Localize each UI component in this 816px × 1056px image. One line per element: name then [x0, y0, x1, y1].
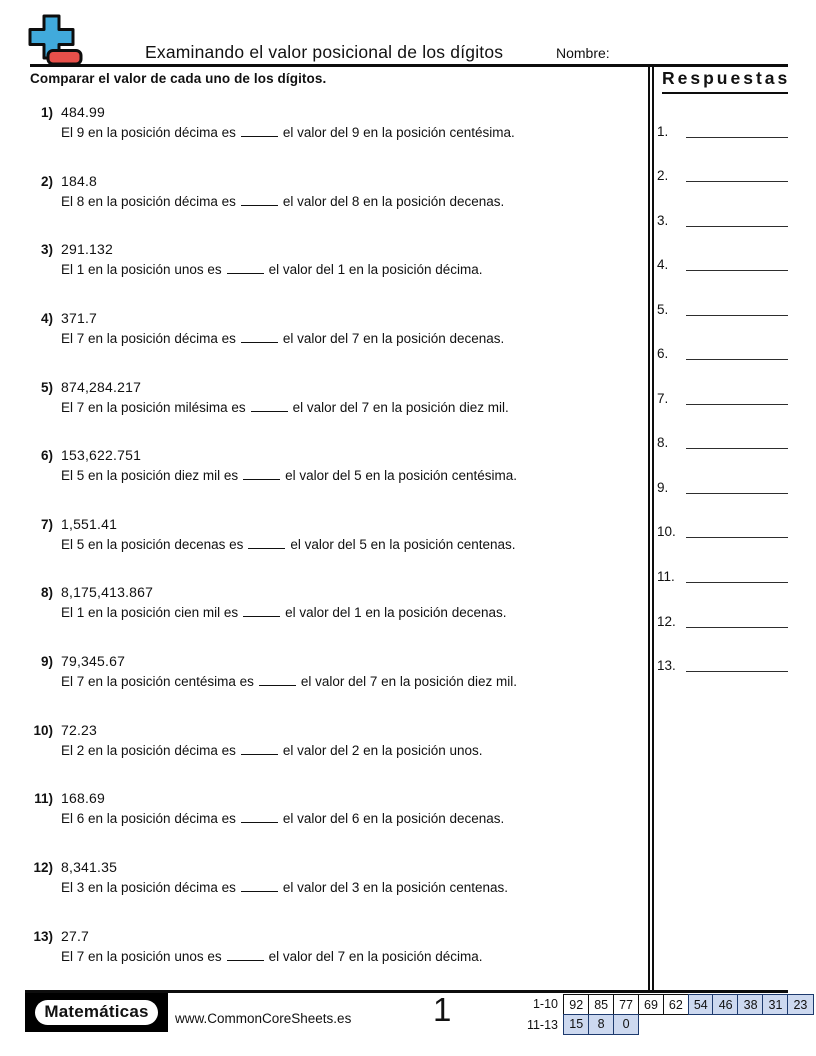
brand-badge: [25, 993, 168, 1032]
problem-item: [30, 308, 642, 377]
question-post: el valor del 7 en la posición diez mil.: [292, 399, 509, 415]
fill-in-blank[interactable]: [241, 194, 278, 206]
score-cell: 23: [787, 994, 814, 1015]
problem-number: 9): [40, 654, 53, 670]
question-pre: El 5 en la posición diez mil es: [61, 468, 239, 484]
problem-question: [30, 947, 642, 967]
answer-row: [657, 494, 788, 539]
problem-question: [30, 809, 642, 829]
answer-blank-line[interactable]: [686, 537, 788, 538]
problem-item: [30, 926, 642, 995]
score-cell: 54: [688, 994, 715, 1015]
score-cell: 77: [613, 994, 640, 1015]
fill-in-blank[interactable]: [251, 400, 288, 412]
problem-value: 291.132: [61, 241, 114, 258]
question-pre: El 2 en la posición décima es: [61, 742, 236, 758]
answer-row: [657, 182, 788, 227]
question-pre: El 9 en la posición décima es: [61, 125, 236, 140]
score-cell: 38: [737, 994, 764, 1015]
score-range-label: 1-10: [532, 997, 558, 1011]
answer-row: [657, 538, 788, 583]
problem-number: 11): [34, 791, 53, 807]
problem-number: 3): [40, 242, 53, 258]
question-pre: El 7 en la posición unos es: [61, 948, 222, 964]
answer-number: 9.: [657, 479, 669, 495]
problem-question: [30, 535, 642, 555]
question-pre: El 6 en la posición décima es: [61, 811, 236, 827]
question-post: el valor del 1 en la posición decenas.: [285, 605, 507, 621]
answer-number: 1.: [657, 123, 669, 139]
problem-number: 12): [33, 860, 53, 876]
answer-blank-line[interactable]: [686, 448, 788, 449]
commoncoresheets-logo: [23, 13, 83, 67]
answer-row: [657, 405, 788, 450]
answer-blank-line[interactable]: [686, 359, 788, 360]
answer-number: 6.: [657, 346, 669, 362]
problem-item: [30, 857, 642, 926]
problem-header: [30, 926, 642, 947]
answer-blank-line[interactable]: [686, 582, 788, 583]
problem-header: [30, 720, 642, 741]
question-post: el valor del 9 en la posición centésima.: [282, 125, 515, 140]
problem-item: [30, 514, 642, 583]
score-cell: 15: [563, 1014, 590, 1035]
question-pre: El 5 en la posición decenas es: [61, 536, 244, 552]
problems-list: [30, 102, 642, 994]
problem-question: [30, 741, 642, 761]
problem-item: [30, 239, 642, 308]
problem-number: 4): [40, 310, 53, 326]
problem-item: [30, 651, 642, 720]
plus-minus-icon: [23, 13, 83, 67]
website-link[interactable]: www.CommonCoreSheets.es: [175, 1011, 352, 1026]
problem-number: 2): [40, 173, 53, 189]
fill-in-blank[interactable]: [241, 880, 278, 892]
problem-question: [30, 603, 642, 623]
answer-row: [657, 628, 788, 673]
problem-item: [30, 102, 642, 171]
problem-number: 6): [40, 448, 53, 464]
question-pre: El 8 en la posición décima es: [61, 193, 236, 209]
score-cell: 62: [663, 994, 690, 1015]
answer-row: [657, 93, 788, 138]
problem-value: 1,551.41: [61, 515, 118, 532]
problem-question: [30, 123, 642, 143]
answer-blank-line[interactable]: [686, 493, 788, 494]
fill-in-blank[interactable]: [243, 468, 280, 480]
problem-header: [30, 171, 642, 192]
instruction-text: Comparar el valor de cada uno de los dígitos.: [30, 71, 327, 86]
page-number: 1: [433, 991, 452, 1028]
problem-value: 371.7: [61, 309, 98, 326]
problem-header: [30, 857, 642, 878]
answer-row: [657, 271, 788, 316]
question-post: el valor del 6 en la posición decenas.: [282, 811, 505, 827]
problem-item: [30, 788, 642, 857]
answer-blank-line[interactable]: [686, 270, 788, 271]
score-cell: 69: [638, 994, 665, 1015]
score-cell: 0: [613, 1014, 640, 1035]
question-pre: El 7 en la posición centésima es: [61, 674, 254, 690]
problem-number: 8): [40, 585, 53, 601]
problem-header: [30, 514, 642, 535]
answer-blank-line[interactable]: [686, 671, 788, 672]
problem-question: [30, 466, 642, 486]
question-post: el valor del 2 en la posición unos.: [282, 742, 483, 758]
answer-blank-line[interactable]: [686, 226, 788, 227]
fill-in-blank[interactable]: [227, 262, 264, 274]
score-cell: 31: [762, 994, 789, 1015]
problem-header: [30, 308, 642, 329]
problem-question: [30, 398, 642, 418]
score-cell: 8: [588, 1014, 615, 1035]
problem-value: 184.8: [61, 172, 98, 189]
answer-row: [657, 583, 788, 628]
question-pre: El 1 en la posición cien mil es: [61, 605, 239, 621]
fill-in-blank[interactable]: [227, 949, 264, 961]
answer-blank-line[interactable]: [686, 627, 788, 628]
answer-number: 13.: [657, 658, 676, 674]
answer-row: [657, 227, 788, 272]
problem-header: [30, 377, 642, 398]
problem-question: [30, 878, 642, 898]
problem-value: 72.23: [61, 721, 98, 738]
answer-row: [657, 360, 788, 405]
problem-value: 153,622.751: [61, 447, 142, 464]
score-cell: 92: [563, 994, 590, 1015]
question-pre: El 3 en la posición décima es: [61, 880, 236, 896]
question-post: el valor del 7 en la posición diez mil.: [300, 674, 517, 690]
problem-number: 10): [33, 722, 53, 738]
question-post: el valor del 5 en la posición centésima.: [285, 468, 517, 484]
page-title: Examinando el valor posicional de los dígitos: [145, 42, 504, 62]
problem-header: [30, 445, 642, 466]
answer-number: 12.: [657, 613, 676, 629]
fill-in-blank[interactable]: [241, 811, 278, 823]
answer-blank-line[interactable]: [686, 315, 788, 316]
question-post: el valor del 7 en la posición décima.: [268, 948, 483, 964]
score-cell: 46: [712, 994, 739, 1015]
problem-item: [30, 377, 642, 446]
question-pre: El 7 en la posición milésima es: [61, 399, 246, 415]
problem-question: [30, 329, 642, 349]
problem-header: [30, 788, 642, 809]
answer-blank-line[interactable]: [686, 404, 788, 405]
answers-title: Respuestas: [662, 68, 788, 94]
problem-question: [30, 260, 642, 280]
answer-number: 8.: [657, 435, 669, 451]
header-rule: [30, 64, 788, 67]
answer-row: [657, 316, 788, 361]
problem-header: [30, 102, 642, 123]
answer-number: 5.: [657, 301, 669, 317]
answer-number: 7.: [657, 390, 669, 406]
answer-number: 11.: [657, 569, 675, 585]
problem-value: 484.99: [61, 104, 106, 120]
problem-item: [30, 171, 642, 240]
question-pre: El 7 en la posición décima es: [61, 330, 236, 346]
problem-value: 27.7: [61, 927, 90, 944]
answer-blank-line[interactable]: [686, 137, 788, 138]
answer-row: [657, 449, 788, 494]
question-pre: El 1 en la posición unos es: [61, 262, 222, 278]
problem-item: [30, 445, 642, 514]
brand-label: Matemáticas: [35, 1000, 157, 1025]
name-label: Nombre:: [556, 45, 610, 61]
fill-in-blank[interactable]: [241, 331, 278, 343]
fill-in-blank[interactable]: [248, 537, 285, 549]
answer-number: 2.: [657, 168, 669, 184]
answer-number: 3.: [657, 212, 669, 228]
answers-divider: [648, 66, 654, 991]
problem-value: 874,284.217: [61, 378, 142, 395]
question-post: el valor del 8 en la posición decenas.: [282, 193, 505, 209]
problem-value: 8,175,413.867: [61, 584, 154, 601]
question-post: el valor del 5 en la posición centenas.: [290, 536, 516, 552]
problem-item: [30, 582, 642, 651]
fill-in-blank[interactable]: [241, 125, 278, 137]
problem-value: 8,341.35: [61, 859, 118, 876]
problem-value: 168.69: [61, 790, 106, 807]
problem-number: 7): [40, 516, 53, 532]
score-range-label: 11-13: [526, 1017, 558, 1032]
fill-in-blank[interactable]: [259, 674, 296, 686]
problem-header: [30, 651, 642, 672]
answer-number: 10.: [657, 524, 676, 540]
answer-blank-line[interactable]: [686, 181, 788, 182]
question-post: el valor del 7 en la posición decenas.: [282, 330, 505, 346]
problem-value: 79,345.67: [61, 653, 126, 670]
problem-number: 13): [33, 928, 53, 944]
question-post: el valor del 3 en la posición centenas.: [282, 880, 509, 896]
score-cell: 85: [588, 994, 615, 1015]
problem-header: [30, 239, 642, 260]
fill-in-blank[interactable]: [241, 743, 278, 755]
question-post: el valor del 1 en la posición décima.: [268, 262, 483, 278]
score-grid-row: [563, 994, 814, 1015]
problem-question: [30, 672, 642, 692]
answer-number: 4.: [657, 257, 669, 273]
answer-row: [657, 138, 788, 183]
fill-in-blank[interactable]: [243, 605, 280, 617]
problem-question: [30, 192, 642, 212]
problem-number: 1): [40, 105, 53, 120]
answers-list: [657, 93, 788, 672]
problem-header: [30, 582, 642, 603]
score-grid-row: [563, 1014, 639, 1035]
problem-number: 5): [40, 379, 53, 395]
problem-item: [30, 720, 642, 789]
